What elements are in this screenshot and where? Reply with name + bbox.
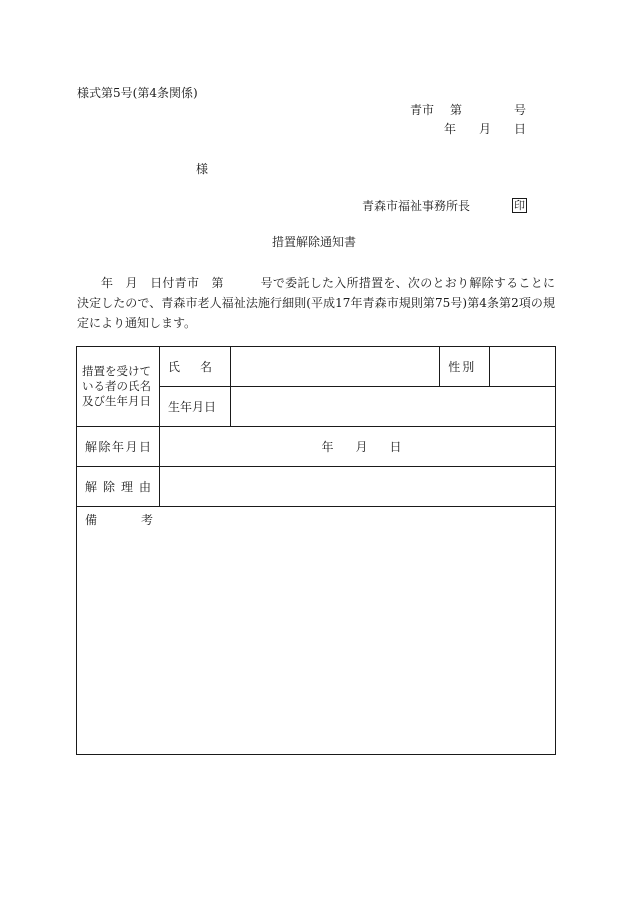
date-year: 年 xyxy=(444,122,457,136)
sex-label xyxy=(440,358,482,375)
reason-label xyxy=(77,478,159,495)
sex-label-char-2: 別 xyxy=(462,360,475,374)
name-label-cell xyxy=(159,347,230,387)
name-label xyxy=(160,358,220,375)
birthdate-value-cell[interactable] xyxy=(230,387,555,427)
cancel-year: 年 xyxy=(321,440,334,454)
doc-go: 号 xyxy=(513,103,526,117)
person-label-cell xyxy=(77,347,160,427)
cancel-day: 日 xyxy=(389,440,402,454)
doc-prefix: 青市 xyxy=(410,103,435,117)
cancel-date-value-cell[interactable] xyxy=(159,427,555,467)
doc-dai: 第 xyxy=(449,103,462,117)
reason-char-1: 解 xyxy=(85,480,98,494)
birthdate-label-cell xyxy=(159,387,230,427)
reason-char-3: 理 xyxy=(120,480,133,494)
cancel-date-char-4: 月 xyxy=(125,440,138,454)
notes-char-1: 備 xyxy=(85,513,98,527)
sex-label-cell xyxy=(440,347,490,387)
cancel-month: 月 xyxy=(355,440,368,454)
reason-char-2: 除 xyxy=(102,480,115,494)
reason-char-4: 由 xyxy=(138,480,151,494)
date-day: 日 xyxy=(513,122,526,136)
seal-mark: 印 xyxy=(514,199,525,212)
reason-row xyxy=(77,467,556,507)
date-month: 月 xyxy=(478,122,491,136)
form-table xyxy=(76,346,556,755)
document-title: 措置解除通知書 xyxy=(272,235,357,249)
cancel-date-row xyxy=(77,427,556,467)
sex-value-cell[interactable] xyxy=(490,347,556,387)
body-paragraph xyxy=(77,273,555,333)
reason-label-cell xyxy=(77,467,160,507)
cancel-date-char-1: 解 xyxy=(85,440,98,454)
body-text: 年 月 日付青市 第 号で委託した入所措置を、次のとおり解除することに決定したので、青森市老人福祉法施行細則(平成17年青森市規則第75号)第4条第2項の規定により通知します。 xyxy=(77,276,555,330)
person-label: 措置を受けている者の氏名及び生年月日 xyxy=(82,364,151,408)
issuer-title: 青森市福祉事務所長 xyxy=(362,199,471,213)
sex-label-char-1: 性 xyxy=(448,360,461,374)
cancel-date-char-2: 除 xyxy=(98,440,111,454)
cancel-date-char-3: 年 xyxy=(111,440,124,454)
addressee-honorific: 様 xyxy=(196,162,209,176)
birthdate-label: 生年月日 xyxy=(167,400,216,414)
name-label-char-2: 名 xyxy=(199,360,212,374)
cancel-date-label xyxy=(77,438,159,455)
notes-label xyxy=(77,507,153,528)
document-number xyxy=(410,103,526,117)
name-value-cell[interactable] xyxy=(230,347,439,387)
cancel-date-label-cell xyxy=(77,427,160,467)
issue-date xyxy=(444,122,526,136)
notes-cell[interactable] xyxy=(77,507,556,755)
name-label-char-1: 氏 xyxy=(167,360,180,374)
notes-char-2: 考 xyxy=(140,513,153,527)
form-number: 様式第5号(第4条関係) xyxy=(77,86,198,100)
notes-row xyxy=(77,507,556,755)
cancel-date-char-5: 日 xyxy=(138,440,151,454)
name-row xyxy=(77,347,556,387)
cancel-date-value xyxy=(321,438,401,455)
reason-value-cell[interactable] xyxy=(159,467,555,507)
